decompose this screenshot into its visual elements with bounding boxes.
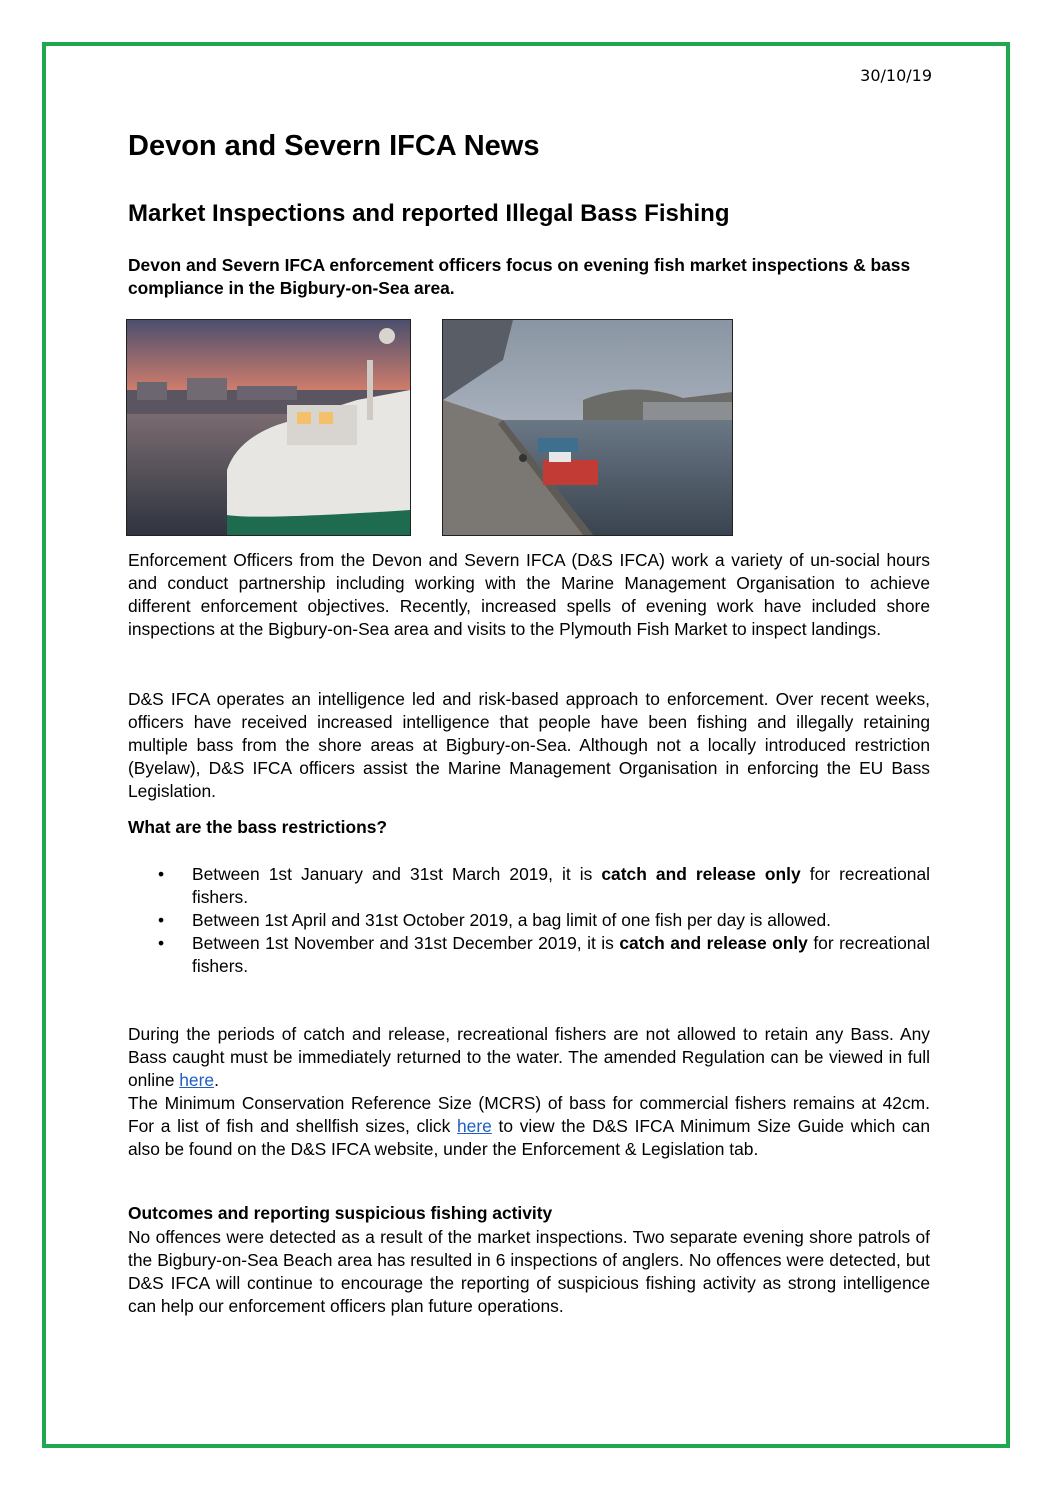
paragraph-outcomes: No offences were detected as a result of the market inspections. Two separate evening shore patrols of the Bigbury-on-Sea Beach area has resulted in 6 inspections of anglers. No offences were detected, but D&S IFCA will continue to encourage the reporting of suspicious fishing activity as strong intelligence can help our enforcement officers plan future operations. [128,1227,930,1316]
paragraph-mcrs: The Minimum Conservation Reference Size (MCRS) of bass for commercial fishers remains at 42cm. For a list of fish and shellfish sizes, click here to view the D&S IFCA Minimum Size Guide which can also be found on the D&S IFCA website, under the Enforcement & Legislation tab. [128,1093,930,1159]
list-item: • Between 1st January and 31st March 2019, it is catch and release only for recreational fishers. [158,864,930,907]
paragraph-enforcement-officers: Enforcement Officers from the Devon and Severn IFCA (D&S IFCA) work a variety of un-social hours and conduct partnership including working with the Marine Management Organisation to achieve different enforcement objectives. Recently, increased spells of evening work have included shore inspections at the Bigbury-on-Sea area and visits to the Plymouth Fish Market to inspect landings. [128,550,930,639]
paragraph-catch-and-release: During the periods of catch and release, recreational fishers are not allowed to retain any Bass. Any Bass caught must be immediately returned to the water. The amended Regulation can be viewed in full online here. [128,1024,930,1090]
article-headline: Market Inspections and reported Illegal Bass Fishing [128,200,730,227]
page-title: Devon and Severn IFCA News [128,130,540,162]
regulation-link[interactable]: here [179,1070,215,1090]
lead-paragraph: Devon and Severn IFCA enforcement officers focus on evening fish market inspections & bass compliance in the Bigbury-on-Sea area. [128,255,911,298]
outcomes-heading: Outcomes and reporting suspicious fishing activity [128,1203,553,1223]
bullet-icon: • [158,910,165,930]
date: 30/10/19 [860,66,932,85]
sunset-harbour-photo [126,319,411,536]
size-guide-link[interactable]: here [457,1116,492,1136]
restrictions-heading: What are the bass restrictions? [128,817,387,837]
fish-market-quay-photo [442,319,733,536]
paragraph-intelligence: D&S IFCA operates an intelligence led and risk-based approach to enforcement. Over recent weeks, officers have received increased intelligence that people have been fishing and illegally retaining multiple bass from the shore areas at Bigbury-on-Sea. Although not a locally introduced restriction (Byelaw), D&S IFCA officers assist the Marine Management Organisation in enforcing the EU Bass Legislation. [128,689,930,801]
restrictions-list [128,863,930,978]
list-item: • Between 1st November and 31st December 2019, it is catch and release only for recreational fishers. [158,933,930,976]
list-item: • Between 1st April and 31st October 2019, a bag limit of one fish per day is allowed. [158,910,831,930]
bullet-icon: • [158,864,165,884]
bullet-icon: • [158,933,165,953]
